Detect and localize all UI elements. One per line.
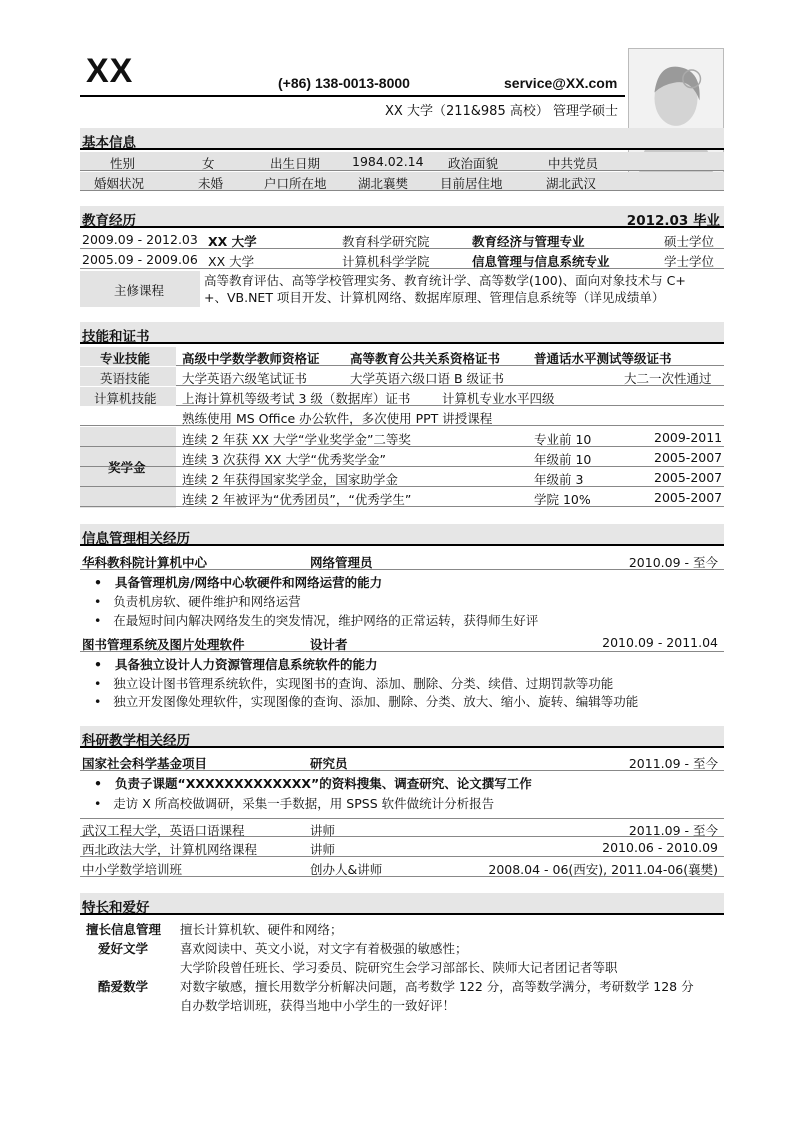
- job-role: 设计者: [310, 637, 348, 652]
- job-header: [80, 633, 724, 652]
- cet6-oral: 大学英语六级口语 B 级证书: [350, 371, 505, 386]
- hobby-line: 擅长信息管理 擅长计算机软、硬件和网络；: [86, 922, 343, 937]
- label-gender: 性别: [110, 156, 136, 171]
- cet6-written: 大学英语六级笔试证书: [182, 371, 308, 386]
- label-marital: 婚姻状况: [94, 176, 145, 191]
- teaching-row: [80, 818, 724, 837]
- value-marital: 未婚: [198, 176, 224, 191]
- cs-skill-label: 计算机技能: [94, 391, 157, 406]
- edu-school: XX 大学: [208, 254, 255, 269]
- edu-major: 信息管理与信息系统专业: [472, 254, 610, 269]
- hobby-line: 酷爱数学 对数字敏感，擅长用数学分析解决问题，高考数学 122 分，高等数学满分，考研数学 128 分: [98, 979, 694, 994]
- teaching-role: 讲师: [310, 842, 336, 857]
- job-header: [80, 752, 724, 771]
- award-label: 奖学金: [108, 460, 146, 475]
- label-birth: 出生日期: [270, 156, 321, 171]
- job-header: [80, 551, 724, 570]
- edu-row-1: [80, 230, 724, 249]
- skills-cs-row-2: [80, 407, 724, 426]
- edu-degree: 学士学位: [664, 254, 715, 269]
- teaching-date: 2010.06 - 2010.09: [602, 840, 718, 855]
- course-line-1: 高等教育评估、高等学校管理实务、教育统计学、高等数学(100)、面向对象技术与 C+: [204, 273, 686, 288]
- award-period: 2005-2007: [654, 490, 723, 505]
- award-period: 2005-2007: [654, 470, 723, 485]
- award-rank: 年级前 3: [534, 472, 584, 487]
- bullet-item: • 在最短时间内解决网络发生的突发情况，维护网络的正常运转，获得师生好评: [94, 613, 539, 628]
- teaching-org: 武汉工程大学，英语口语课程: [82, 823, 245, 838]
- candidate-name: XX: [86, 52, 134, 90]
- job-role: 网络管理员: [310, 555, 373, 570]
- email-address: service@XX.com: [504, 75, 618, 91]
- bullet-item: • 独立设计图书管理系统软件，实现图书的查询、添加、删除、分类、续借、过期罚款等功能: [94, 676, 614, 691]
- award-name: 连续 2 年获得国家奖学金，国家助学金: [182, 472, 398, 487]
- section-skills: [80, 322, 724, 344]
- skills-pro-row: [80, 347, 724, 366]
- award-name: 连续 2 年获 XX 大学“学业奖学金”二等奖: [182, 432, 411, 447]
- section-title: 信息管理相关经历: [82, 531, 190, 547]
- edu-dept: 教育科学研究院: [342, 234, 430, 249]
- bullet-item: • 负责机房软、硬件维护和网络运营: [94, 594, 301, 609]
- header-divider: [80, 95, 625, 97]
- bullet-item: • 具备管理机房/网络中心软硬件和网络运营的能力: [94, 575, 383, 590]
- award-name: 连续 3 次获得 XX 大学“优秀奖学金”: [182, 452, 386, 467]
- eng-note: 大二一次性通过: [624, 371, 712, 386]
- cert-mandarin: 普通话水平测试等级证书: [534, 351, 672, 366]
- bullet-item: • 具备独立设计人力资源管理信息系统软件的能力: [94, 657, 378, 672]
- job-role: 研究员: [310, 756, 348, 771]
- award-period: 2005-2007: [654, 450, 723, 465]
- award-rank: 专业前 10: [534, 432, 592, 447]
- skills-cs-row-1: [80, 387, 724, 406]
- basic-info-row-1: [80, 152, 724, 171]
- value-birth: 1984.02.14: [352, 154, 424, 169]
- graduation-date: 2012.03 毕业: [626, 213, 720, 229]
- section-basic-info: [80, 128, 724, 150]
- award-row: [80, 448, 724, 467]
- edu-degree: 硕士学位: [664, 234, 715, 249]
- section-info-mgmt: [80, 524, 724, 546]
- course-label: 主修课程: [114, 283, 165, 298]
- award-row: [80, 428, 724, 447]
- teaching-row: [80, 858, 724, 877]
- teaching-role: 创办人&讲师: [310, 862, 383, 877]
- hobby-list: [80, 920, 724, 1015]
- basic-info-row-2: [80, 172, 724, 191]
- course-list: [204, 272, 724, 306]
- value-residence: 湖北武汉: [546, 176, 597, 191]
- award-name: 连续 2 年被评为“优秀团员”，“优秀学生”: [182, 492, 412, 507]
- cs-cert-2: 计算机专业水平四级: [442, 391, 555, 406]
- section-research: [80, 726, 724, 748]
- section-title: 科研教学相关经历: [82, 733, 190, 749]
- label-residence: 目前居住地: [440, 176, 503, 191]
- teaching-role: 讲师: [310, 823, 336, 838]
- value-politics: 中共党员: [548, 156, 599, 171]
- bullet-item: • 负责子课题“XXXXXXXXXXXXX”的资料搜集、调查研究、论文撰写工作: [94, 776, 532, 791]
- office-skill: 熟练使用 MS Office 办公软件，多次使用 PPT 讲授课程: [182, 411, 493, 426]
- teaching-row: [80, 838, 724, 857]
- job-date: 2011.09 - 至今: [628, 756, 718, 771]
- value-hukou: 湖北襄樊: [358, 176, 409, 191]
- hobby-line: 爱好文学 喜欢阅读中、英文小说，对文字有着极强的敏感性；: [98, 941, 468, 956]
- edu-school: XX 大学: [208, 234, 257, 249]
- label-politics: 政治面貌: [448, 156, 499, 171]
- education-summary: XX 大学（211&985 高校） 管理学硕士: [385, 104, 618, 119]
- teaching-org: 中小学数学培训班: [82, 862, 183, 877]
- job-org: 图书管理系统及图片处理软件: [82, 637, 245, 652]
- pro-skill-label: 专业技能: [100, 351, 151, 366]
- award-rank: 学院 10%: [534, 492, 591, 507]
- value-gender: 女: [202, 156, 215, 171]
- section-education: [80, 206, 724, 228]
- edu-dept: 计算机科学学院: [342, 254, 430, 269]
- skills-eng-row: [80, 367, 724, 386]
- section-hobbies: [80, 893, 724, 915]
- award-row: [80, 488, 724, 507]
- hobby-line: 自办数学培训班，获得当地中小学生的一致好评！: [180, 998, 456, 1013]
- edu-date: 2005.09 - 2009.06: [82, 252, 198, 267]
- job-org: 华科教科院计算机中心: [82, 555, 208, 570]
- teaching-org: 西北政法大学，计算机网络课程: [82, 842, 258, 857]
- course-label-cell: [80, 271, 200, 307]
- section-title: 基本信息: [82, 135, 136, 151]
- bullet-item: • 独立开发图像处理软件，实现图像的查询、添加、删除、分类、放大、缩小、旋转、编辑等功能: [94, 694, 639, 709]
- bullet-item: • 走访 X 所高校做调研，采集一手数据，用 SPSS 软件做统计分析报告: [94, 796, 495, 811]
- job-date: 2010.09 - 至今: [628, 555, 718, 570]
- edu-row-2: [80, 250, 724, 269]
- eng-skill-label: 英语技能: [100, 371, 151, 386]
- hobby-line: 大学阶段曾任班长、学习委员、院研究生会学习部部长、陕师大记者团记者等职: [180, 960, 618, 975]
- job-org: 国家社会科学基金项目: [82, 756, 208, 771]
- section-title: 技能和证书: [82, 329, 150, 345]
- section-title: 教育经历: [82, 213, 136, 229]
- section-title: 特长和爱好: [82, 900, 150, 916]
- label-hukou: 户口所在地: [264, 176, 327, 191]
- award-rank: 年级前 10: [534, 452, 592, 467]
- job-date: 2010.09 - 2011.04: [602, 635, 718, 650]
- course-line-2: +、VB.NET 项目开发、计算机网络、数据库原理、管理信息系统等（详见成绩单）: [204, 290, 665, 305]
- edu-date: 2009.09 - 2012.03: [82, 232, 198, 247]
- edu-major: 教育经济与管理专业: [472, 234, 585, 249]
- teaching-date: 2011.09 - 至今: [628, 823, 718, 838]
- award-row: [80, 468, 724, 487]
- award-period: 2009-2011: [654, 430, 723, 445]
- cs-cert-1: 上海计算机等级考试 3 级（数据库）证书: [182, 391, 411, 406]
- cert-teacher: 高级中学数学教师资格证: [182, 351, 320, 366]
- cert-pr: 高等教育公共关系资格证书: [350, 351, 501, 366]
- teaching-date: 2008.04 - 06(西安), 2011.04-06(襄樊): [488, 862, 718, 877]
- phone-number: (+86) 138-0013-8000: [278, 75, 410, 91]
